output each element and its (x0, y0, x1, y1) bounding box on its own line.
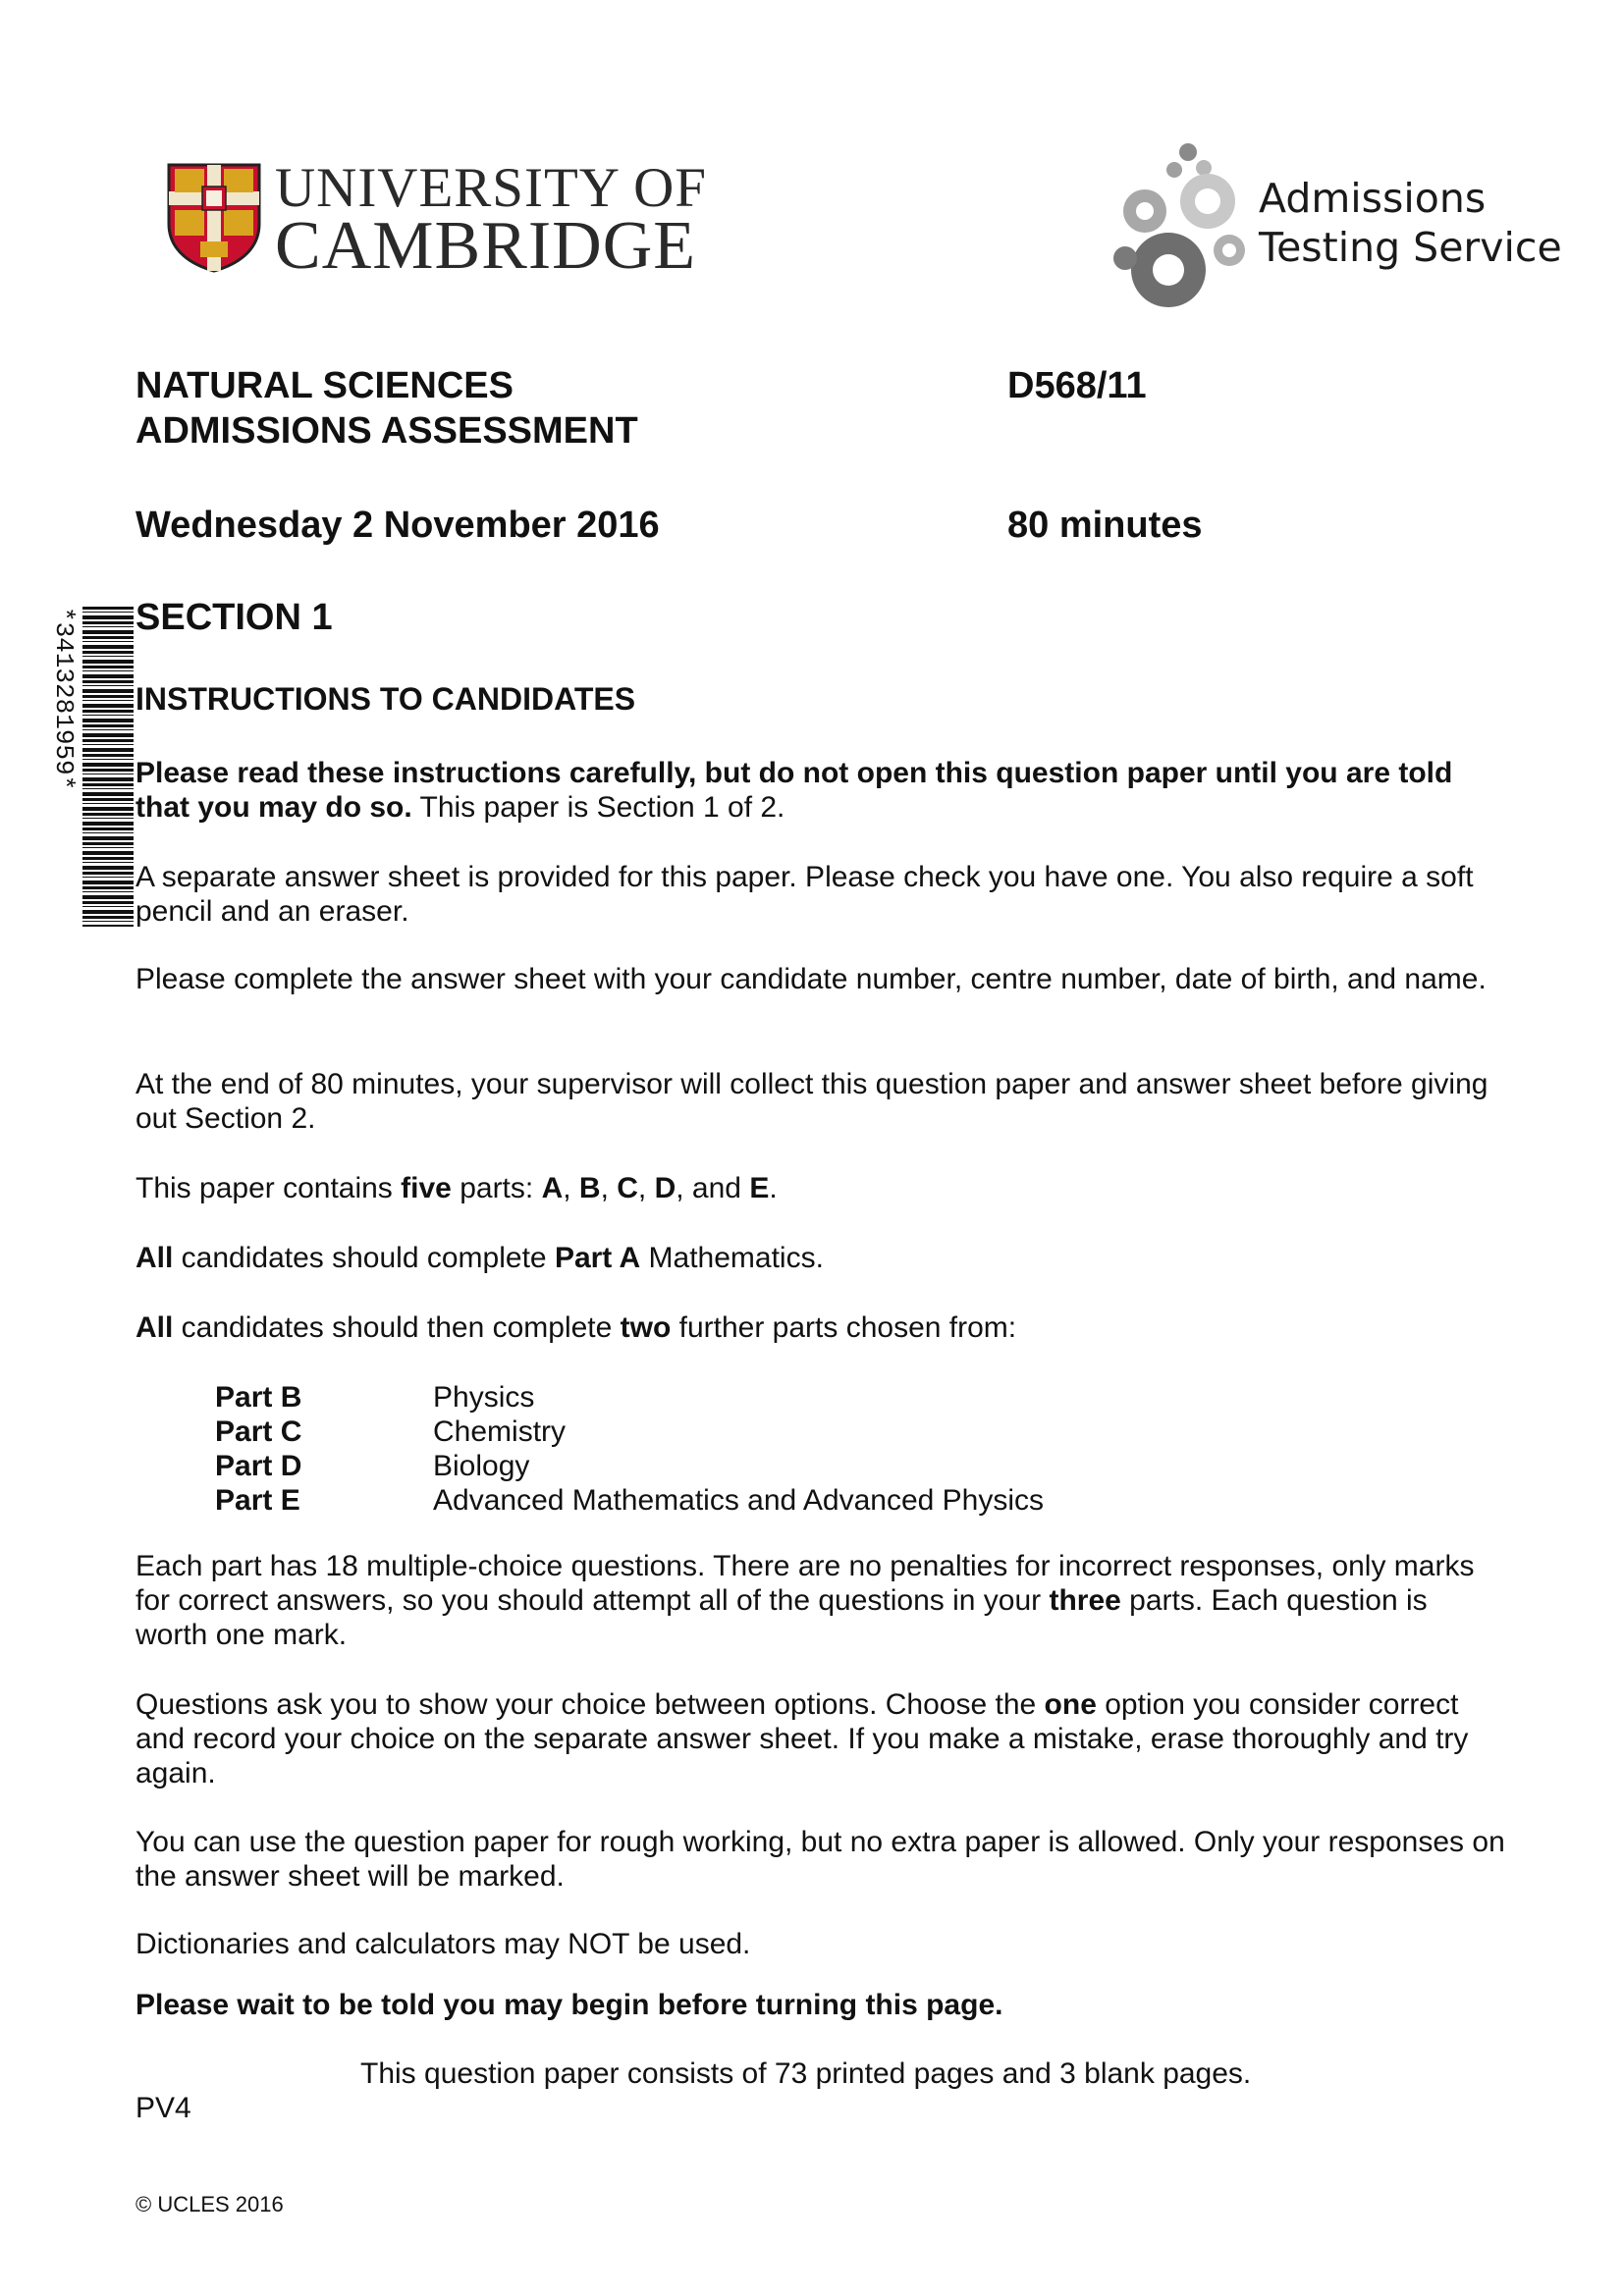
instruction-paragraph-7 (135, 1310, 1505, 1345)
p7-text-1: candidates should then complete (173, 1311, 621, 1344)
p9-one: one (1044, 1688, 1097, 1721)
ats-circles-icon (1106, 142, 1253, 319)
p6-all: All (135, 1242, 174, 1274)
candidate-barcode (47, 607, 135, 931)
part-subject: Biology (433, 1450, 530, 1482)
p5-part-d: D (654, 1172, 676, 1204)
instructions-heading: INSTRUCTIONS TO CANDIDATES (135, 681, 636, 717)
p5-part-c: C (617, 1172, 638, 1204)
instruction-paragraph-9 (135, 1687, 1505, 1790)
instruction-paragraph-2: A separate answer sheet is provided for this paper. Please check you have one. You also require a soft pencil and an eraser. (135, 861, 1474, 928)
p9-text-2: option you consider correct and record your choice on the separate answer sheet. If you make a mistake, erase thoroughly and try again. (135, 1688, 1469, 1789)
p6-text-1: candidates should complete (173, 1242, 555, 1274)
barcode-bars (82, 607, 134, 927)
barcode-text: *3413281959* (49, 607, 79, 791)
p5-five: five (401, 1172, 452, 1204)
cambridge-logo-line2: CAMBRIDGE (275, 208, 697, 284)
paper-title-line1: NATURAL SCIENCES (135, 365, 514, 406)
p5-sep-4: , and (676, 1172, 750, 1204)
exam-duration: 80 minutes (1007, 505, 1203, 546)
p8-text-1: Each part has 18 multiple-choice questions. There are no penalties for incorrect responses, only marks for correct answers, so you should attempt all of the questions in your (135, 1550, 1475, 1617)
p1-bold: Please read these instructions carefully, but do not open this question paper until you are told that you may do so. (135, 757, 1453, 824)
p9-text-1: Questions ask you to show your choice between options. Choose the (135, 1688, 1045, 1721)
part-label: Part B (215, 1381, 302, 1414)
instruction-paragraph-3: Please complete the answer sheet with your candidate number, centre number, date of birth, and name. (135, 963, 1487, 995)
cambridge-logo-line1: UNIVERSITY OF (275, 157, 707, 219)
part-label: Part C (215, 1415, 302, 1448)
instruction-paragraph-6 (135, 1241, 1505, 1275)
paper-code: D568/11 (1007, 365, 1147, 406)
copyright: © UCLES 2016 (135, 2192, 284, 2216)
instruction-paragraph-4: At the end of 80 minutes, your supervisor will collect this question paper and answer sheet before giving out Section 2. (135, 1068, 1488, 1135)
p5-end: . (769, 1172, 778, 1204)
university-of-cambridge-logo (167, 157, 707, 284)
instruction-paragraph-10: You can use the question paper for rough working, but no extra paper is allowed. Only your responses on the answer sheet will be marked. (135, 1826, 1505, 1893)
p7-text-2: further parts chosen from: (671, 1311, 1017, 1344)
p7-all: All (135, 1311, 174, 1344)
cambridge-crest-icon (167, 163, 261, 273)
p5-part-a: A (541, 1172, 564, 1204)
p5-sep-3: , (637, 1172, 655, 1204)
ats-logo-line2: Testing Service (1259, 224, 1562, 271)
instruction-paragraph-1 (135, 756, 1505, 825)
part-label: Part E (215, 1484, 300, 1517)
p8-three: three (1049, 1584, 1121, 1617)
part-subject: Advanced Mathematics and Advanced Physics (433, 1484, 1045, 1517)
p5-text-2: parts: (451, 1172, 542, 1204)
p1-rest: This paper is Section 1 of 2. (411, 791, 785, 824)
instruction-paragraph-11: Dictionaries and calculators may NOT be used. (135, 1928, 751, 1960)
p8-text-2: parts. Each question is worth one mark. (135, 1584, 1428, 1651)
ats-logo-text (1259, 174, 1562, 272)
p5-sep-1: , (563, 1172, 579, 1204)
p7-two: two (620, 1311, 672, 1344)
version-code: PV4 (135, 2092, 191, 2124)
p5-sep-2: , (600, 1172, 618, 1204)
paper-title (135, 363, 638, 454)
p5-text-1: This paper contains (135, 1172, 402, 1204)
p5-part-b: B (578, 1172, 601, 1204)
p5-part-e: E (749, 1172, 770, 1204)
instruction-paragraph-8 (135, 1549, 1505, 1652)
p6-part-a: Part A (554, 1242, 641, 1274)
instruction-paragraph-5 (135, 1171, 1505, 1205)
admissions-testing-service-logo (1106, 142, 1562, 319)
instruction-paragraph-12: Please wait to be told you may begin before turning this page. (135, 1989, 1003, 2021)
section-heading: SECTION 1 (135, 597, 333, 638)
part-subject: Physics (433, 1381, 535, 1414)
part-label: Part D (215, 1450, 302, 1482)
p6-text-2: Mathematics. (640, 1242, 824, 1274)
exam-date: Wednesday 2 November 2016 (135, 505, 660, 546)
page-count-note: This question paper consists of 73 printed pages and 3 blank pages. (360, 2057, 1252, 2090)
paper-title-line2: ADMISSIONS ASSESSMENT (135, 410, 638, 452)
part-subject: Chemistry (433, 1415, 567, 1448)
ats-logo-line1: Admissions (1259, 175, 1487, 222)
